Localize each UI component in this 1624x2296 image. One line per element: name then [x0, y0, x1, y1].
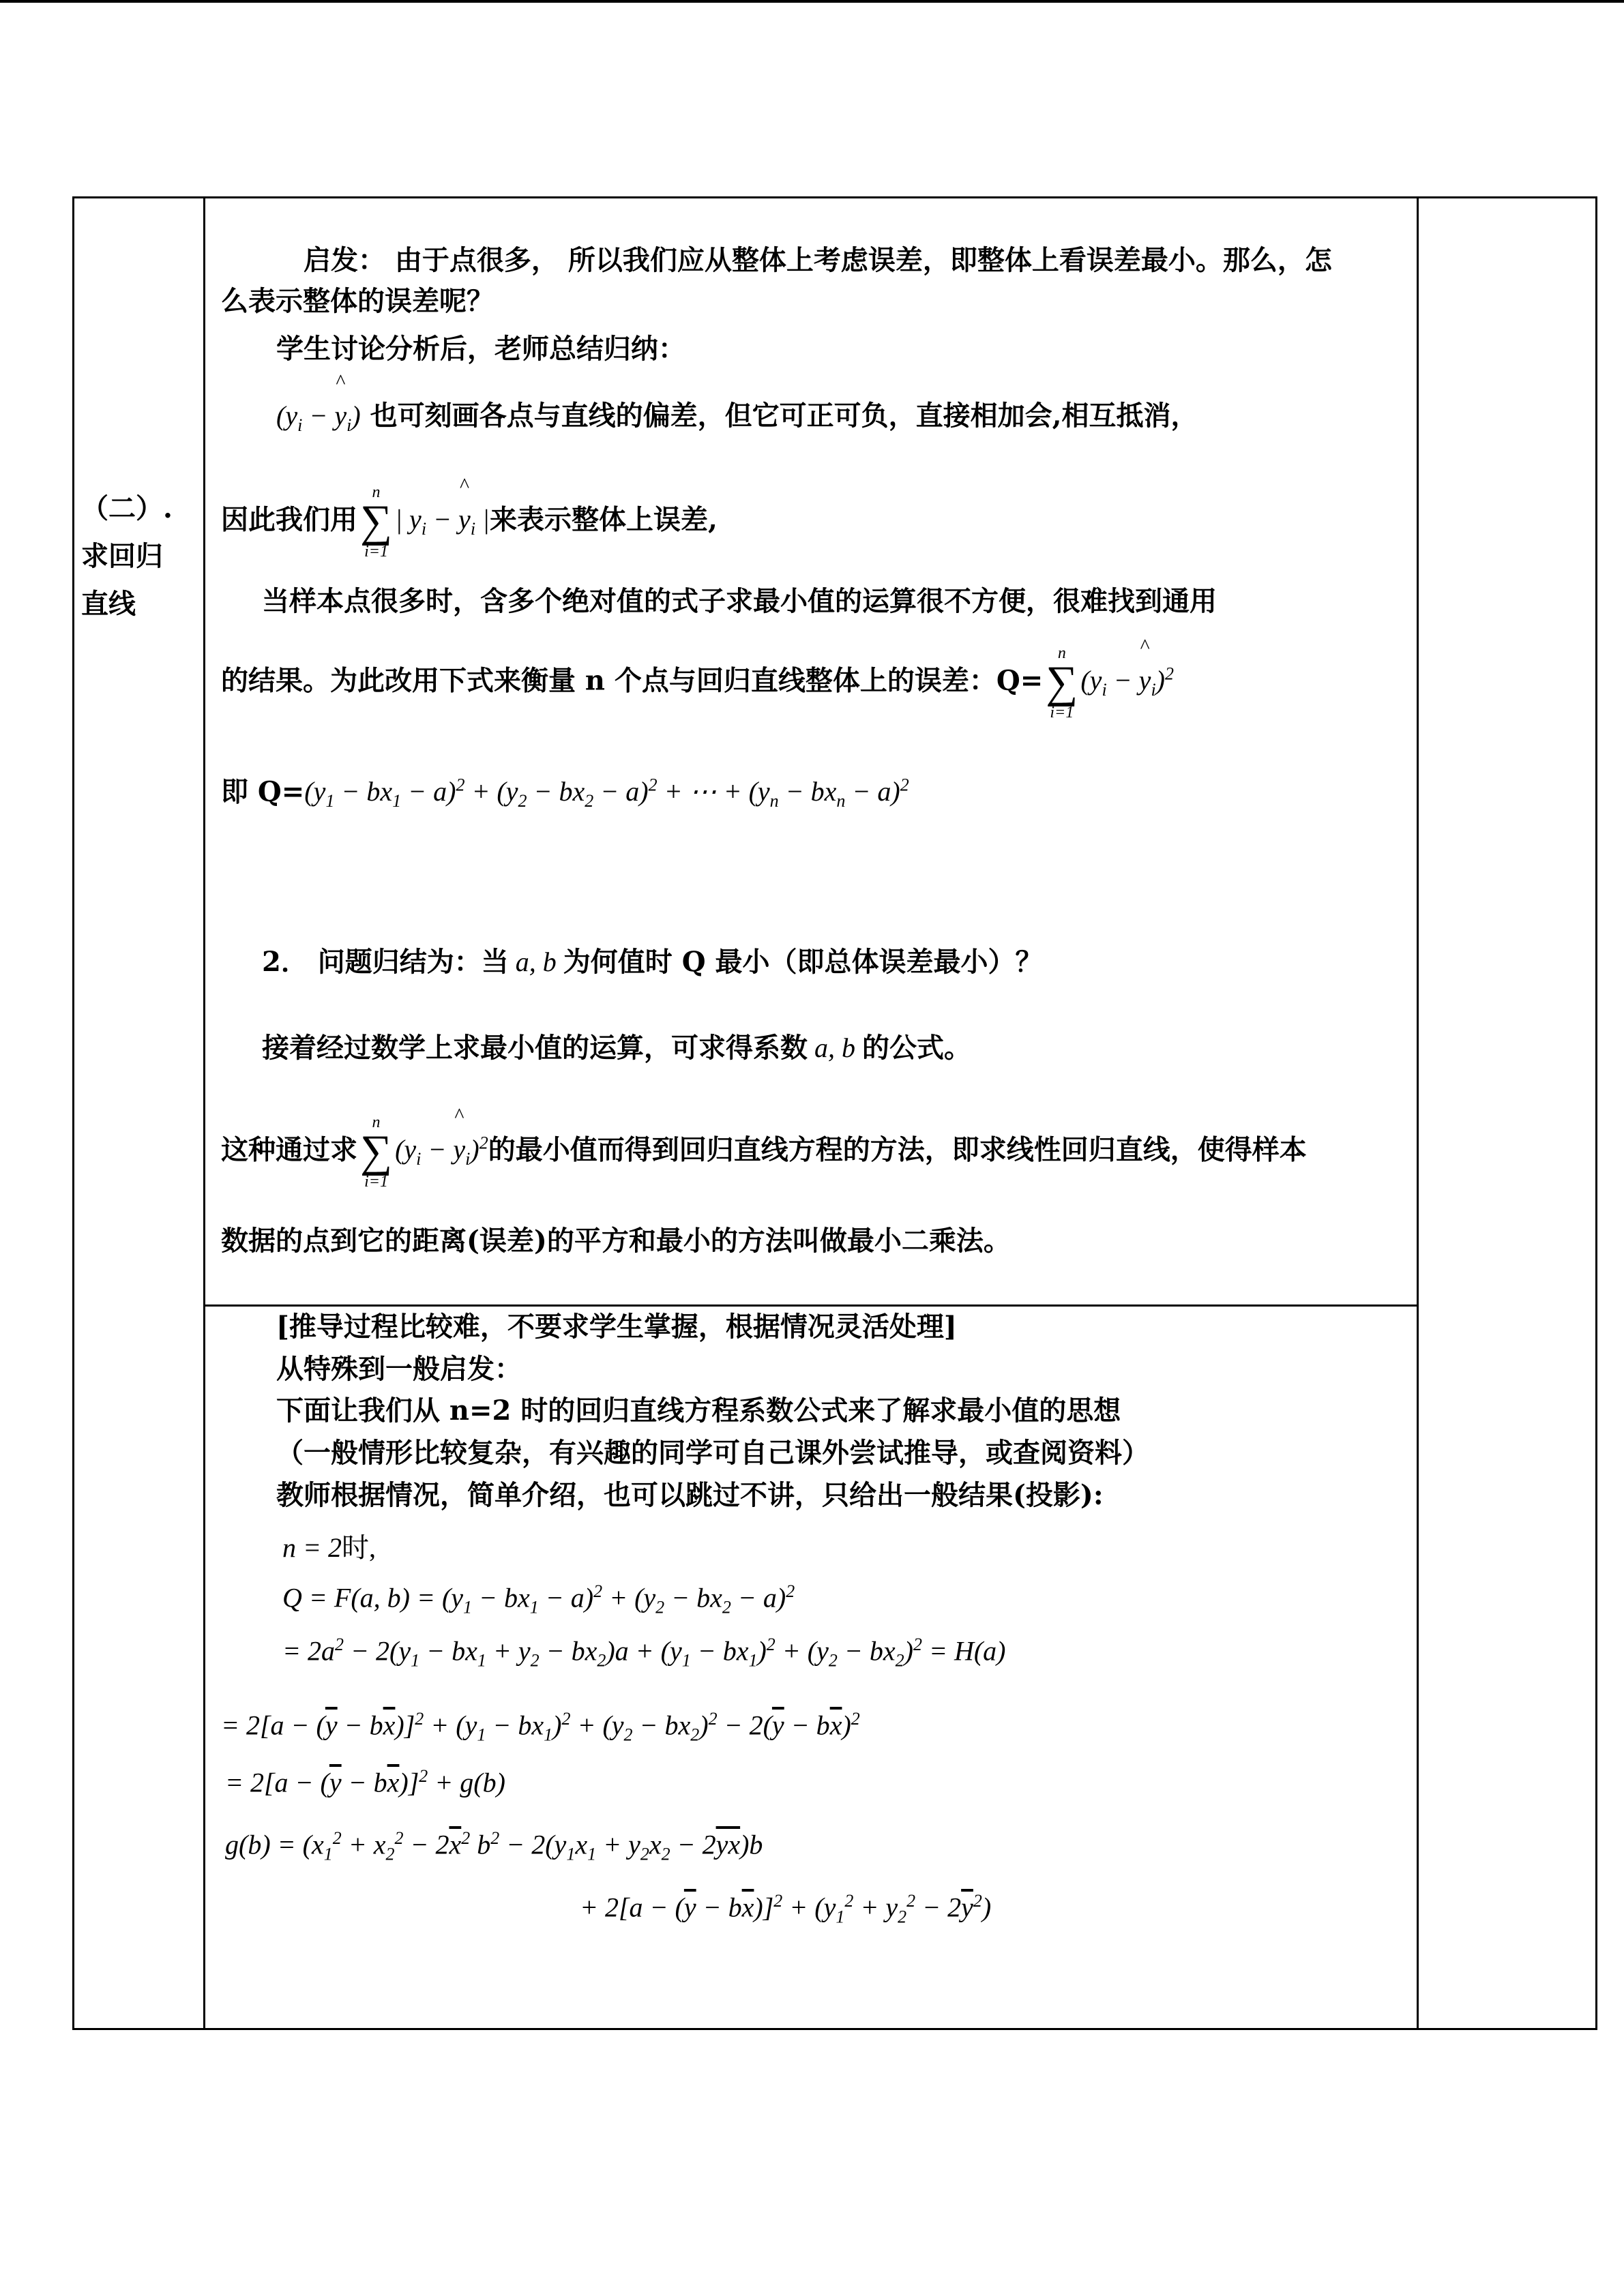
- question-pre: 2． 问题归结为：当: [262, 946, 509, 978]
- para-deviation: [276, 400, 1198, 436]
- para-q-expansion: 即 $Q=(y_1 - bx_1 - a)^2 + (y_2 - bx_2 - a)^2$ + ⋯ + $(y_n - bx_n - a)^2$: [221, 775, 909, 811]
- least-squares-pre: 这种通过求: [221, 1133, 357, 1166]
- section-label: [81, 485, 197, 628]
- squared-error-text: 的结果。为此改用下式来衡量 n 个点与回归直线整体上的误差：Q=: [221, 664, 1044, 697]
- formula-g-b: = $2[a - (\overline{y} - b\overline{x})]^2 + g(b)$: [225, 1766, 505, 1798]
- formula-deviation: ($y_i$ − ^ $y_i$): [276, 400, 361, 431]
- n2-text: 时,: [342, 1532, 376, 1563]
- sum-symbol-q: n ∑ i=1: [1046, 644, 1078, 721]
- section-label-line: 直线: [81, 588, 136, 620]
- note-derivation: [推导过程比较难，不要求学生掌握，根据情况灵活处理]: [276, 1311, 957, 1343]
- sum-symbol-ls: n ∑ i=1: [360, 1114, 393, 1191]
- formula-complete-square: = $2[a - (\overline{y} - b\overline{x})]^2 + (y_1 - bx_1)^2 + (y_2 - bx_2)^2 - 2(\overline{y} - b\overline{x})^2$: [221, 1709, 860, 1745]
- section-label-line: 求回归: [81, 540, 163, 572]
- para-abs-sum: 因此我们用 n ∑ i=1 | $y_i$ − ^ $y_i$ |来表示整体上误差,: [221, 484, 718, 560]
- q-expansion-label: 即 Q=: [221, 775, 305, 808]
- hint-teacher: 教师根据情况，简单介绍，也可以跳过不讲，只给出一般结果(投影):: [276, 1479, 1104, 1511]
- para-discussion: 学生讨论分析后，老师总结归纳：: [276, 333, 685, 365]
- para-hint-cont: 么表示整体的误差呢？: [221, 285, 494, 317]
- column-divider-right: [1417, 198, 1419, 2028]
- coefficients-post: 的公式。: [862, 1032, 971, 1064]
- para-many-points: 当样本点很多时，含多个绝对值的式子求最小值的运算很不方便，很难找到通用: [262, 585, 1217, 617]
- abs-sum-pre: 因此我们用: [221, 503, 357, 536]
- question-post: 为何值时 Q 最小（即总体误差最小）？: [563, 946, 1043, 978]
- formula-q-f: Q = F(a, $b) = (y_1 - bx_1 - a)^2 + (y_2 - bx_2 - a)^2$: [282, 1581, 795, 1617]
- row-divider: [205, 1304, 1419, 1307]
- para-question: 2． 问题归结为：当 a, b 为何值时 Q 最小（即总体误差最小）？: [262, 946, 1043, 978]
- para-coefficients: 接着经过数学上求最小值的运算，可求得系数 a, b 的公式。: [262, 1032, 971, 1064]
- section-label-line: （二）.: [81, 492, 173, 524]
- sum-symbol-abs: n ∑ i=1: [360, 483, 393, 561]
- formula-h-a: = $2a^2 - 2(y_1 - bx_1 + y_2 - bx_2)a + (y_1 - bx_1)^2 + (y_2 - bx_2)^2 = H(a)$: [282, 1635, 1006, 1671]
- coefficients-pre: 接着经过数学上求最小值的运算，可求得系数: [262, 1032, 808, 1064]
- deviation-text: 也可刻画各点与直线的偏差，但它可正可负，直接相加会,相互抵消，: [370, 400, 1198, 432]
- para-least-squares: 这种通过求 n ∑ i=1 ($y_i$ − ^ $y_i)^2$的最小值而得到回归直线方程的方法，即求线性回归直线，使得样本: [221, 1114, 1307, 1190]
- abs-sum-post: 来表示整体上误差,: [490, 503, 718, 536]
- para-hint: 启发： 由于点很多， 所以我们应从整体上考虑误差，即整体上看误差最小。那么，怎: [304, 244, 1332, 276]
- hint-general-case: （一般情形比较复杂，有兴趣的同学可自己课外尝试推导，或查阅资料）: [276, 1437, 1149, 1469]
- column-divider-left: [203, 198, 205, 2028]
- least-squares-post: 的最小值而得到回归直线方程的方法，即求线性回归直线，使得样本: [488, 1133, 1307, 1166]
- para-definition: 数据的点到它的距离(误差)的平方和最小的方法叫做最小二乘法。: [221, 1225, 1011, 1257]
- para-squared-error: 的结果。为此改用下式来衡量 n 个点与回归直线整体上的误差：Q= n ∑ i=1 ($y_i$ − ^ $y_i)^2$: [221, 645, 1174, 721]
- hint-special-to-general: 从特殊到一般启发：: [276, 1353, 522, 1385]
- top-border: [0, 0, 1624, 3]
- formula-g-definition: $g(b) = (x_1^2 + x_2^2 - 2\overline{x}^2$ $b^2 - 2(y_1x_1 + y_2x_2 - 2\overline{yx})b$: [225, 1828, 763, 1864]
- formula-g-definition-cont: + $2[a - (\overline{y} - b\overline{x})]^2 + (y_1^2 + y_2^2 - 2\overline{y}^2)$: [580, 1891, 992, 1927]
- formula-n-equals-2: n = 2时,: [282, 1532, 376, 1563]
- hint-n2: 下面让我们从 n=2 时的回归直线方程系数公式来了解求最小值的思想: [276, 1395, 1121, 1427]
- lesson-table: [72, 196, 1597, 2030]
